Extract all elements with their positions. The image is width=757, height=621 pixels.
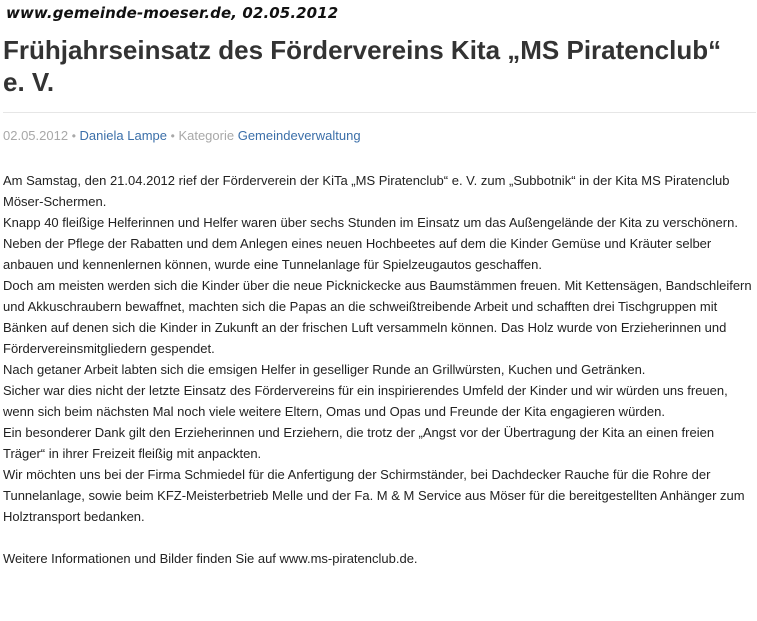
post-date: 02.05.2012 — [3, 128, 69, 143]
author-link[interactable]: Daniela Lampe — [79, 128, 167, 143]
article-paragraph: Am Samstag, den 21.04.2012 rief der Förderverein der KiTa „MS Piratenclub“ e. V. zum „Subbotnik“ in der Kita MS Piratenclub Möser-Schermen. — [3, 173, 730, 209]
article-paragraph: Nach getaner Arbeit labten sich die emsigen Helfer in geselliger Runde an Grillwürsten, Kuchen und Getränken. — [3, 362, 646, 377]
article-title: Frühjahrseinsatz des Fördervereins Kita „MS Piratenclub“ e. V. — [3, 35, 722, 97]
more-info-note: Weitere Informationen und Bilder finden Sie auf www.ms-piratenclub.de. — [3, 551, 418, 566]
category-label: Kategorie — [178, 128, 235, 143]
article-body — [3, 170, 755, 569]
article-paragraph: Knapp 40 fleißige Helferinnen und Helfer waren über sechs Stunden im Einsatz um das Außengelände der Kita zu verschönern. — [3, 215, 738, 230]
article-paragraph: Neben der Pflege der Rabatten und dem Anlegen eines neuen Hochbeetes auf dem die Kinder Gemüse und Kräuter selber anbauen und kennenlernen können, wurde eine Tunnelanlage für Spielzeugautos geschaffen. — [3, 236, 712, 272]
article-paragraph: Ein besonderer Dank gilt den Erzieherinnen und Erziehern, die trotz der „Angst vor der Übertragung der Kita an einen freien Träger“ in ihrer Freizeit fleißig mit anpackten. — [3, 425, 715, 461]
category-link[interactable]: Gemeindeverwaltung — [237, 128, 361, 143]
article-paragraph: Wir möchten uns bei der Firma Schmiedel für die Anfertigung der Schirmständer, bei Dachdecker Rauche für die Rohre der Tunnelanlage, sowie beim KFZ-Meisterbetrieb Melle und der Fa. M & M Service aus Möser für die bereitgestellten Anhänger zum Holztransport bedanken. — [3, 467, 745, 524]
meta-separator: • — [71, 129, 76, 143]
article-meta — [3, 127, 361, 145]
title-divider — [3, 112, 756, 113]
article-paragraph: Doch am meisten werden sich die Kinder über die neue Picknickecke aus Baumstämmen freuen. Mit Kettensägen, Bandschleifern und Akkuschraubern bewaffnet, machten sich die Papas an die schweißtreibende Arbeit und schafften drei Tischgruppen mit Bänken auf denen sich die Kinder in Zukunft an der frischen Luft versammeln können. Das Holz wurde von Erzieherinnen und Fördervereinsmitgliedern gespendet. — [3, 278, 752, 356]
article-paragraph: Sicher war dies nicht der letzte Einsatz des Fördervereins für ein inspirierendes Umfeld der Kinder und wir würden uns freuen, wenn sich beim nächsten Mal noch viele weitere Eltern, Omas und Opas und Freunde der Kita engagieren würden. — [3, 383, 728, 419]
source-caption: www.gemeinde-moeser.de, 02.05.2012 — [6, 4, 339, 22]
meta-separator: • — [170, 129, 175, 143]
